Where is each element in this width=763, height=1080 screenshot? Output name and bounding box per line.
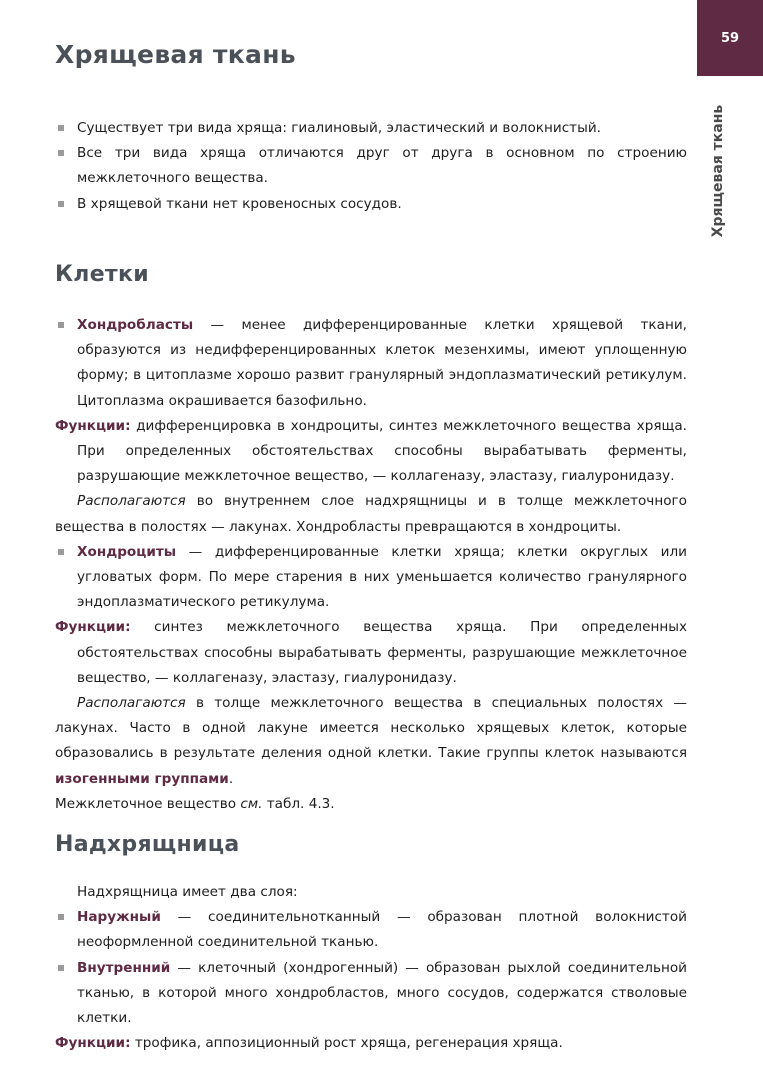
intro-bullet-3: В хрящевой ткани нет кровеносных сосудов.	[55, 192, 687, 217]
section-heading-perichondrium: Надхрящница	[55, 832, 240, 857]
outer-layer-item	[55, 905, 687, 955]
matrix-ref-end: табл. 4.3.	[262, 795, 335, 812]
chondroblasts-location	[55, 489, 687, 539]
term-outer-layer: Наружный	[77, 909, 161, 926]
functions-label: Функции:	[55, 1035, 131, 1052]
chondrocytes-location	[55, 691, 687, 792]
chondroblasts-functions-text: дифференцировка в хондроциты, синтез межклеточного вещества хряща. При определенных обстоятельствах способны вырабатывать ферменты, разрушающие межклеточное вещество, — коллагеназу, эластазу, гиалуронидазу.	[77, 417, 687, 485]
page-number-tab	[697, 0, 763, 76]
running-head-text: Хрящевая ткань	[710, 104, 726, 238]
intro-bullet-list	[55, 116, 687, 217]
section-heading-cells: Клетки	[55, 262, 149, 287]
term-chondroblasts: Хондробласты	[77, 317, 194, 333]
intro-bullet-2: Все три вида хряща отличаются друг от друга в основном по строению межклеточного вещества.	[55, 141, 687, 191]
location-emphasis: Располагаются	[77, 695, 186, 712]
perichondrium-section	[55, 880, 687, 1056]
perichondrium-functions-text: трофика, аппозиционный рост хряща, регенерация хряща.	[130, 1035, 563, 1052]
inner-layer-text: — клеточный (хондрогенный) — образован рыхлой соединительной тканью, в которой много хондробластов, много сосудов, содержатся стволовые клетки.	[77, 959, 687, 1027]
chondrocytes-item	[55, 540, 687, 616]
chondrocytes-functions	[55, 615, 687, 691]
chondrocytes-location-text: в толще межклеточного вещества в специальных полостях — лакунах. Часто в одной лакуне имеется несколько хрящевых клеток, которые образовались в результате деления одной клетки. Такие группы клеток называются	[55, 695, 687, 762]
chondrocytes-functions-text: синтез межклеточного вещества хряща. При определенных обстоятельствах способны вырабатывать ферменты, разрушающие межклеточное вещество, — коллагеназу, эластазу, гиалуронидазу.	[77, 619, 687, 686]
term-isogenic-groups: изогенными группами	[55, 770, 229, 787]
functions-label: Функции:	[55, 619, 131, 636]
perichondrium-functions	[55, 1031, 687, 1056]
matrix-ref-see: см.	[240, 795, 263, 812]
chondroblasts-location-text: во внутреннем слое надхрящницы и в толще межклеточного вещества в полостях — лакунах. Хондробласты превращаются в хондроциты.	[55, 493, 687, 535]
intro-bullet-1: Существует три вида хряща: гиалиновый, эластический и волокнистый.	[55, 116, 687, 141]
chondroblasts-item	[55, 313, 687, 414]
cells-section	[55, 313, 687, 817]
location-emphasis: Располагаются	[77, 493, 186, 510]
page-title: Хрящевая ткань	[55, 40, 296, 69]
chondroblasts-description: — менее дифференцированные клетки хрящевой ткани, образуются из недифференцированных клеток мезенхимы, имеют уплощенную форму; в цитоплазме хорошо развит гранулярный эндоплазматический ретикулум. Цитоплазма окрашивается базофильно.	[77, 317, 687, 409]
term-inner-layer: Внутренний	[77, 959, 171, 976]
running-head	[712, 106, 724, 236]
outer-layer-text: — соединительнотканный — образован плотной волокнистой неоформленной соединительной тканью.	[77, 909, 687, 951]
perichondrium-intro: Надхрящница имеет два слоя:	[77, 884, 298, 900]
isogenic-end: .	[228, 770, 234, 787]
matrix-reference	[55, 792, 687, 817]
chondroblasts-functions	[55, 414, 687, 490]
term-chondrocytes: Хондроциты	[77, 543, 177, 560]
inner-layer-item	[55, 956, 687, 1032]
chondrocytes-description: — дифференцированные клетки хряща; клетки округлых или угловатых форм. По мере старения в них уменьшается количество гранулярного эндоплазматического ретикулума.	[77, 543, 687, 611]
functions-label: Функции:	[55, 417, 131, 434]
page-number: 59	[720, 30, 740, 46]
matrix-ref-start: Межклеточное вещество	[55, 795, 241, 812]
